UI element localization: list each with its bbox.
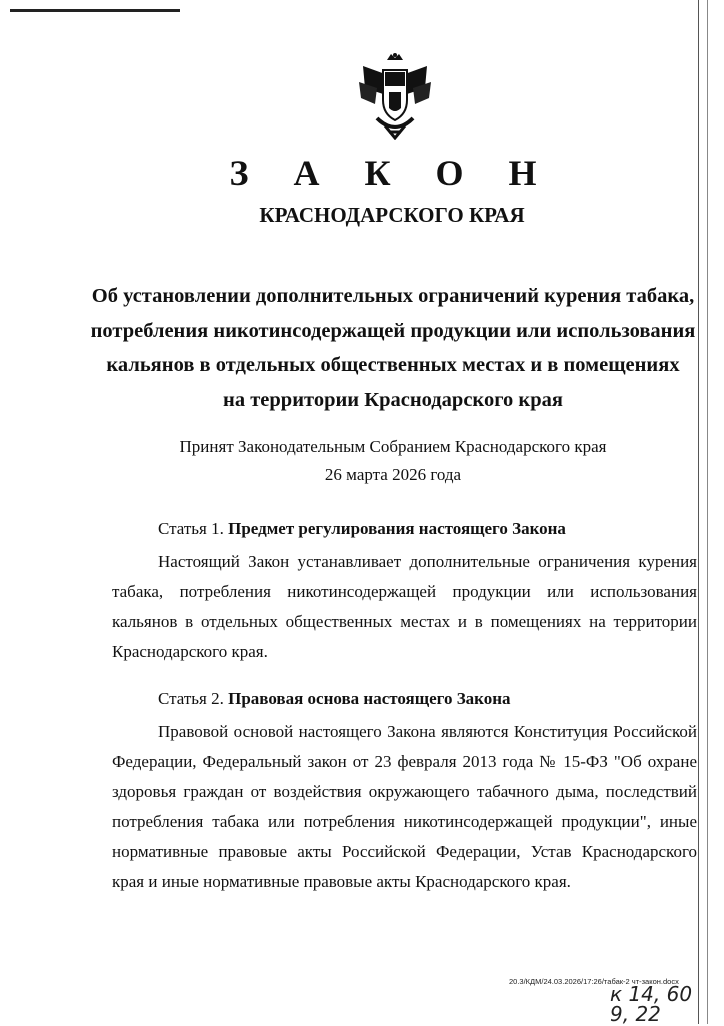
handwritten-line: 9, 22: [610, 1002, 661, 1026]
handwritten-note: [610, 984, 692, 1024]
article-2-name: Правовая основа настоящего Закона: [228, 689, 511, 708]
document-title: З А К О Н: [229, 153, 555, 193]
krasnodar-coat-of-arms-icon: [355, 52, 435, 140]
article-1-label: Статья 1.: [158, 519, 224, 538]
heading-line: Об установлении дополнительных ограничений курения табака,: [91, 285, 695, 307]
document-subtitle: КРАСНОДАРСКОГО КРАЯ: [259, 203, 525, 227]
article-1-name: Предмет регулирования настоящего Закона: [228, 519, 566, 538]
top-rule: [10, 9, 180, 12]
adopted-date: 26 марта 2026 года: [324, 465, 462, 484]
article-2-title: [158, 689, 511, 709]
law-heading: [90, 279, 696, 417]
heading-line: кальянов в отдельных общественных местах и в помещениях: [106, 354, 680, 376]
article-2-label: Статья 2.: [158, 689, 224, 708]
adoption-info: [90, 433, 696, 489]
heading-line: потребления никотинсодержащей продукции или использования: [90, 319, 696, 342]
handwritten-line: к 14, 60: [610, 982, 693, 1006]
article-1-title: [158, 519, 566, 539]
adopted-by: Принят Законодательным Собранием Краснодарского края: [179, 437, 607, 456]
heading-line: на территории Краснодарского края: [223, 388, 563, 411]
file-footer-code: 20.3/КДМ/24.03.2026/17:26/табак-2 чт-закон.docx: [509, 977, 679, 986]
article-2-text: Правовой основой настоящего Закона являются Конституция Российской Федерации, Федеральный закон от 23 февраля 2013 года № 15-ФЗ "Об охране здоровья граждан от воздействия окружающего табачного дыма, последствий потребления табака или потребления никотинсодержащей продукции", иные нормативные правовые акты Российской Федерации, Устав Краснодарского края и иные нормативные правовые акты Краснодарского края.: [112, 722, 697, 891]
article-1-text: Настоящий Закон устанавливает дополнительные ограничения курения табака, потребления никотинсодержащей продукции или использования кальянов в отдельных общественных местах и в помещениях на территории Краснодарского края.: [112, 552, 697, 661]
